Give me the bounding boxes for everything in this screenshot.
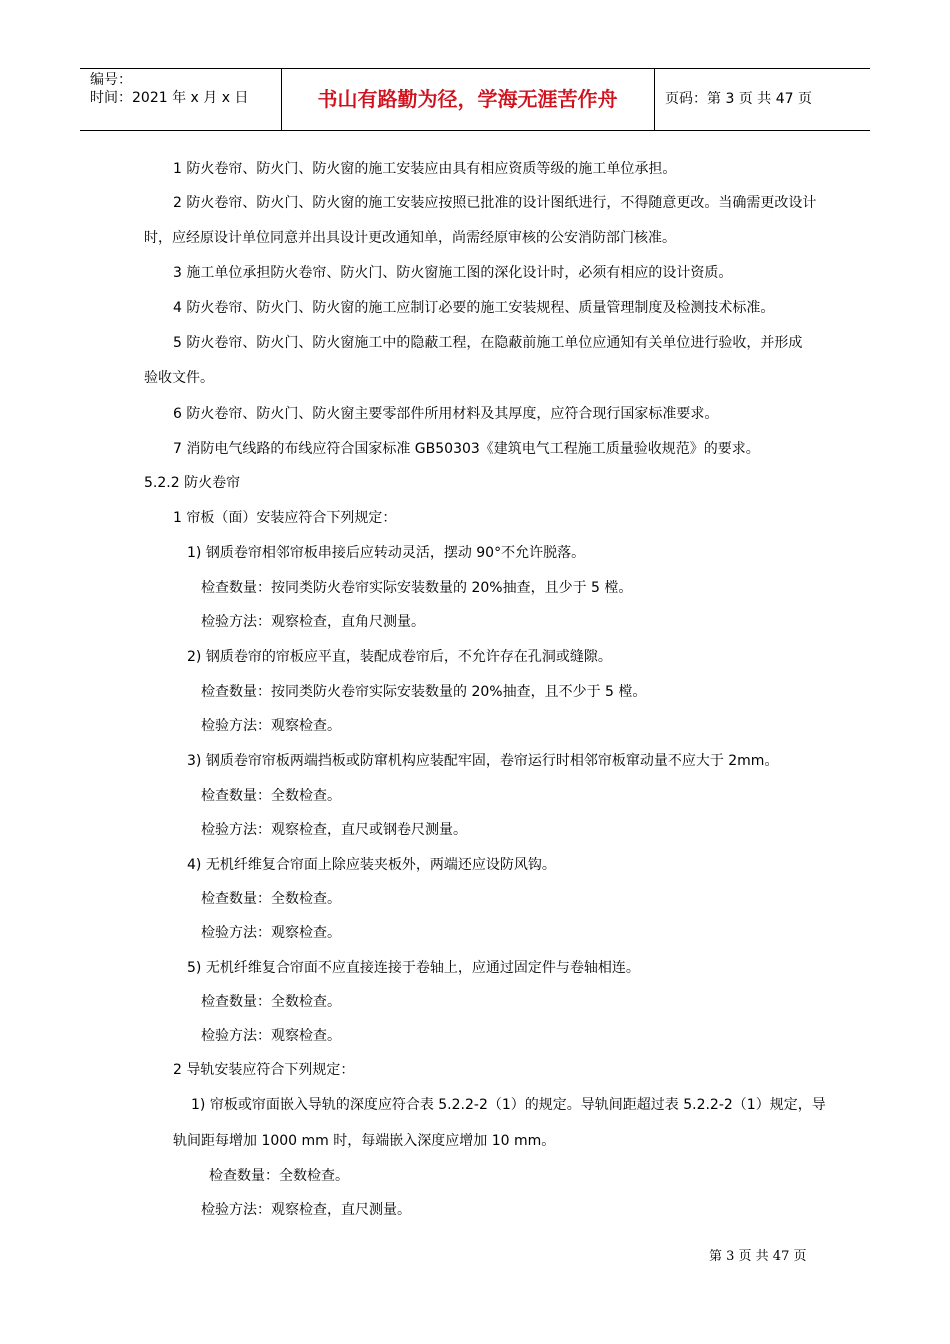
paragraph-line: 时，应经原设计单位同意并出具设计更改通知单，尚需经原审核的公安消防部门核准。 (144, 230, 676, 246)
header-meta-cell (80, 69, 282, 130)
list-item: 1) 钢质卷帘相邻帘板串接后应转动灵活，摆动 90°不允许脱落。 (187, 545, 586, 561)
list-item-detail: 检查数量：全数检查。 (201, 788, 341, 804)
list-item-detail: 检验方法：观察检查。 (201, 718, 341, 734)
document-date-label: 时间：2021 年 x 月 x 日 (90, 90, 249, 106)
paragraph-line: 2 防火卷帘、防火门、防火窗的施工安装应按照已批准的设计图纸进行，不得随意更改。当确需更改设计 (173, 195, 817, 211)
list-item-detail: 检验方法：观察检查，直尺或钢卷尺测量。 (201, 822, 467, 838)
list-item-detail: 检验方法：观察检查，直角尺测量。 (201, 614, 425, 630)
paragraph-line: 4 防火卷帘、防火门、防火窗的施工应制订必要的施工安装规程、质量管理制度及检测技术标准。 (173, 300, 775, 316)
document-number-label: 编号： (90, 72, 132, 88)
list-item-detail: 检查数量：全数检查。 (201, 891, 341, 907)
paragraph-line: 1 帘板（面）安装应符合下列规定： (173, 510, 397, 526)
list-item-detail: 检查数量：按同类防火卷帘实际安装数量的 20%抽查，且不少于 5 樘。 (201, 684, 647, 700)
paragraph-line: 验收文件。 (144, 370, 214, 386)
list-item: 3) 钢质卷帘帘板两端挡板或防窜机构应装配牢固，卷帘运行时相邻帘板窜动量不应大于 2mm。 (187, 753, 779, 769)
paragraph-line: 5 防火卷帘、防火门、防火窗施工中的隐蔽工程，在隐蔽前施工单位应通知有关单位进行验收，并形成 (173, 335, 803, 351)
paragraph-line: 3 施工单位承担防火卷帘、防火门、防火窗施工图的深化设计时，必须有相应的设计资质。 (173, 265, 733, 281)
paragraph-line: 1 防火卷帘、防火门、防火窗的施工安装应由具有相应资质等级的施工单位承担。 (173, 161, 677, 177)
list-item-continuation: 轨间距每增加 1000 mm 时，每端嵌入深度应增加 10 mm。 (173, 1133, 556, 1149)
list-item: 2) 钢质卷帘的帘板应平直，装配成卷帘后，不允许存在孔洞或缝隙。 (187, 649, 612, 665)
header-page-cell (655, 69, 870, 130)
list-item-detail: 检查数量：按同类防火卷帘实际安装数量的 20%抽查，且少于 5 樘。 (201, 580, 633, 596)
header-motto: 书山有路勤为径，学海无涯苦作舟 (317, 87, 618, 111)
list-item: 1) 帘板或帘面嵌入导轨的深度应符合表 5.2.2-2（1）的规定。导轨间距超过表 5.2.2-2（1）规定，导 (191, 1097, 826, 1113)
list-item: 5) 无机纤维复合帘面不应直接连接于卷轴上，应通过固定件与卷轴相连。 (187, 960, 640, 976)
section-heading: 5.2.2 防火卷帘 (144, 475, 241, 491)
paragraph-line: 7 消防电气线路的布线应符合国家标准 GB50303《建筑电气工程施工质量验收规范》的要求。 (173, 441, 760, 457)
header-page-info: 页码：第 3 页 共 47 页 (665, 91, 812, 107)
header-motto-cell (281, 69, 655, 130)
list-item-detail: 检验方法：观察检查，直尺测量。 (201, 1202, 411, 1218)
page-footer: 第 3 页 共 47 页 (709, 1249, 807, 1264)
list-item-detail: 检验方法：观察检查。 (201, 925, 341, 941)
list-item-detail: 检查数量：全数检查。 (201, 994, 341, 1010)
list-item: 4) 无机纤维复合帘面上除应装夹板外，两端还应设防风钩。 (187, 857, 556, 873)
list-item-detail: 检查数量：全数检查。 (209, 1168, 349, 1184)
list-item-detail: 检验方法：观察检查。 (201, 1028, 341, 1044)
paragraph-line: 6 防火卷帘、防火门、防火窗主要零部件所用材料及其厚度，应符合现行国家标准要求。 (173, 406, 719, 422)
page-header (80, 68, 870, 131)
paragraph-line: 2 导轨安装应符合下列规定： (173, 1062, 355, 1078)
